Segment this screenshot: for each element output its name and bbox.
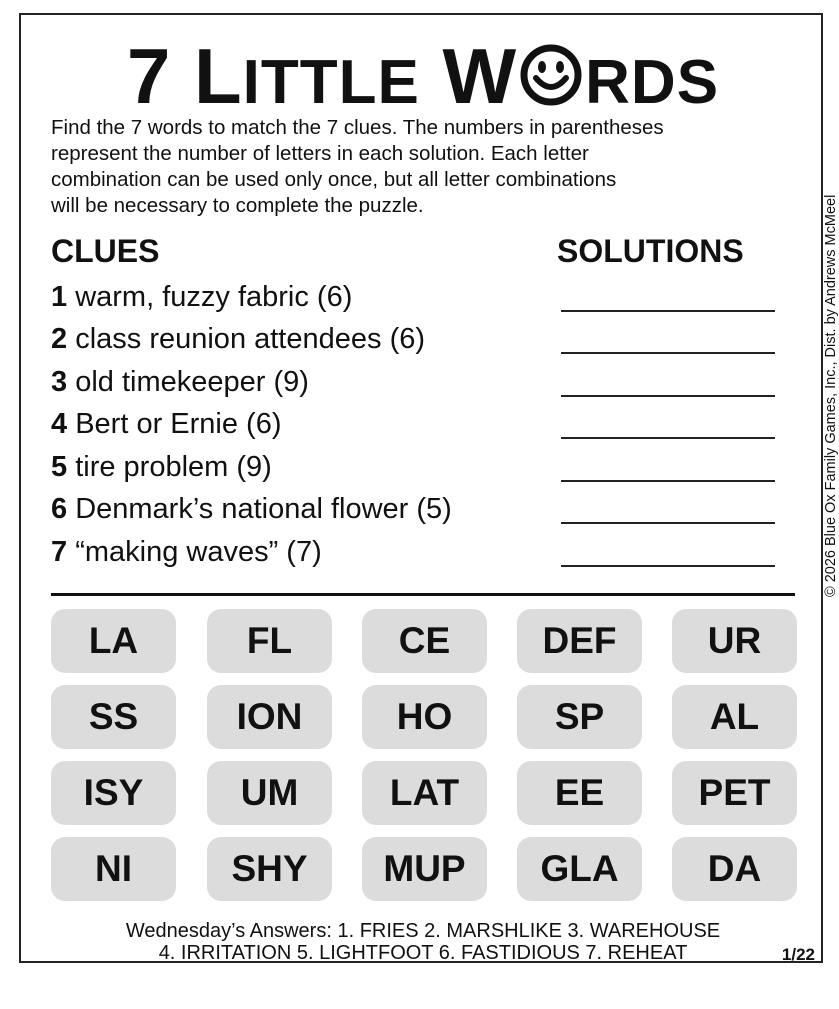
letter-tile[interactable]: SP bbox=[517, 685, 642, 749]
clue-number: 1 bbox=[51, 281, 68, 313]
instructions bbox=[51, 115, 811, 219]
solution-blank-5[interactable] bbox=[561, 480, 775, 482]
title-w: W bbox=[419, 32, 518, 120]
letter-tile[interactable]: DEF bbox=[517, 609, 642, 673]
solution-blank-7[interactable] bbox=[561, 565, 775, 567]
previous-answers-line: Wednesday’s Answers: 1. FRIES 2. MARSHLIKE 3. WAREHOUSE bbox=[125, 920, 721, 942]
instructions-line: Find the 7 words to match the 7 clues. The numbers in parentheses bbox=[51, 116, 664, 139]
title-ittle: ITTLE bbox=[242, 48, 420, 117]
previous-answers bbox=[21, 920, 825, 964]
puzzle-date: 1/22 bbox=[781, 945, 815, 964]
title-rds: RDS bbox=[585, 48, 720, 117]
clue-text: old timekeeper (9) bbox=[67, 366, 309, 398]
clue-number: 4 bbox=[51, 408, 68, 440]
clue-1 bbox=[51, 280, 352, 314]
letter-tile[interactable]: HO bbox=[362, 685, 487, 749]
letter-tile[interactable]: PET bbox=[672, 761, 797, 825]
clue-number: 7 bbox=[51, 536, 68, 568]
clues-header: CLUES bbox=[51, 233, 160, 269]
clue-text: class reunion attendees (6) bbox=[67, 323, 426, 355]
solution-blank-4[interactable] bbox=[561, 437, 775, 439]
letter-tile[interactable]: LA bbox=[51, 609, 176, 673]
clue-6 bbox=[51, 492, 452, 526]
clue-text: “making waves” (7) bbox=[67, 536, 322, 568]
solution-blank-3[interactable] bbox=[561, 395, 775, 397]
letter-tile[interactable]: ISY bbox=[51, 761, 176, 825]
instructions-line: will be necessary to complete the puzzle. bbox=[51, 194, 424, 217]
clue-text: warm, fuzzy fabric (6) bbox=[67, 281, 353, 313]
solution-blank-6[interactable] bbox=[561, 522, 775, 524]
letter-tile[interactable]: NI bbox=[51, 837, 176, 901]
letter-tile[interactable]: UR bbox=[672, 609, 797, 673]
clue-number: 5 bbox=[51, 451, 68, 483]
letter-tile[interactable]: ION bbox=[207, 685, 332, 749]
letter-tile[interactable]: MUP bbox=[362, 837, 487, 901]
letter-tile[interactable]: AL bbox=[672, 685, 797, 749]
copyright-credit: © 2026 Blue Ox Family Games, Inc., Dist. by Andrews McMeel bbox=[823, 194, 839, 597]
letter-tile[interactable]: DA bbox=[672, 837, 797, 901]
letter-tile[interactable]: SHY bbox=[207, 837, 332, 901]
clue-3 bbox=[51, 365, 309, 399]
solution-blank-1[interactable] bbox=[561, 310, 775, 312]
clue-7 bbox=[51, 535, 322, 569]
clue-text: Denmark’s national flower (5) bbox=[67, 493, 452, 525]
clue-2 bbox=[51, 322, 425, 356]
letter-tile[interactable]: FL bbox=[207, 609, 332, 673]
clue-number: 6 bbox=[51, 493, 68, 525]
clue-number: 2 bbox=[51, 323, 68, 355]
letter-tile[interactable]: LAT bbox=[362, 761, 487, 825]
letter-tile[interactable]: UM bbox=[207, 761, 332, 825]
puzzle-frame bbox=[19, 13, 839, 964]
solutions-header: SOLUTIONS bbox=[557, 233, 744, 269]
solution-blank-2[interactable] bbox=[561, 352, 775, 354]
instructions-line: represent the number of letters in each solution. Each letter bbox=[51, 142, 589, 165]
previous-answers-line: 4. IRRITATION 5. LIGHTFOOT 6. FASTIDIOUS 7. REHEAT bbox=[158, 942, 688, 964]
puzzle-title bbox=[21, 32, 825, 122]
clue-5 bbox=[51, 450, 272, 484]
clue-text: Bert or Ernie (6) bbox=[67, 408, 282, 440]
letter-tile[interactable]: CE bbox=[362, 609, 487, 673]
letter-tile[interactable]: EE bbox=[517, 761, 642, 825]
clue-text: tire problem (9) bbox=[67, 451, 272, 483]
smiley-face-icon bbox=[519, 43, 583, 107]
clue-4 bbox=[51, 407, 281, 441]
title-seven: 7 L bbox=[126, 32, 243, 120]
letter-tile[interactable]: GLA bbox=[517, 837, 642, 901]
clue-number: 3 bbox=[51, 366, 68, 398]
instructions-line: combination can be used only once, but all letter combinations bbox=[51, 168, 617, 191]
divider-line bbox=[51, 593, 795, 596]
letter-tile[interactable]: SS bbox=[51, 685, 176, 749]
